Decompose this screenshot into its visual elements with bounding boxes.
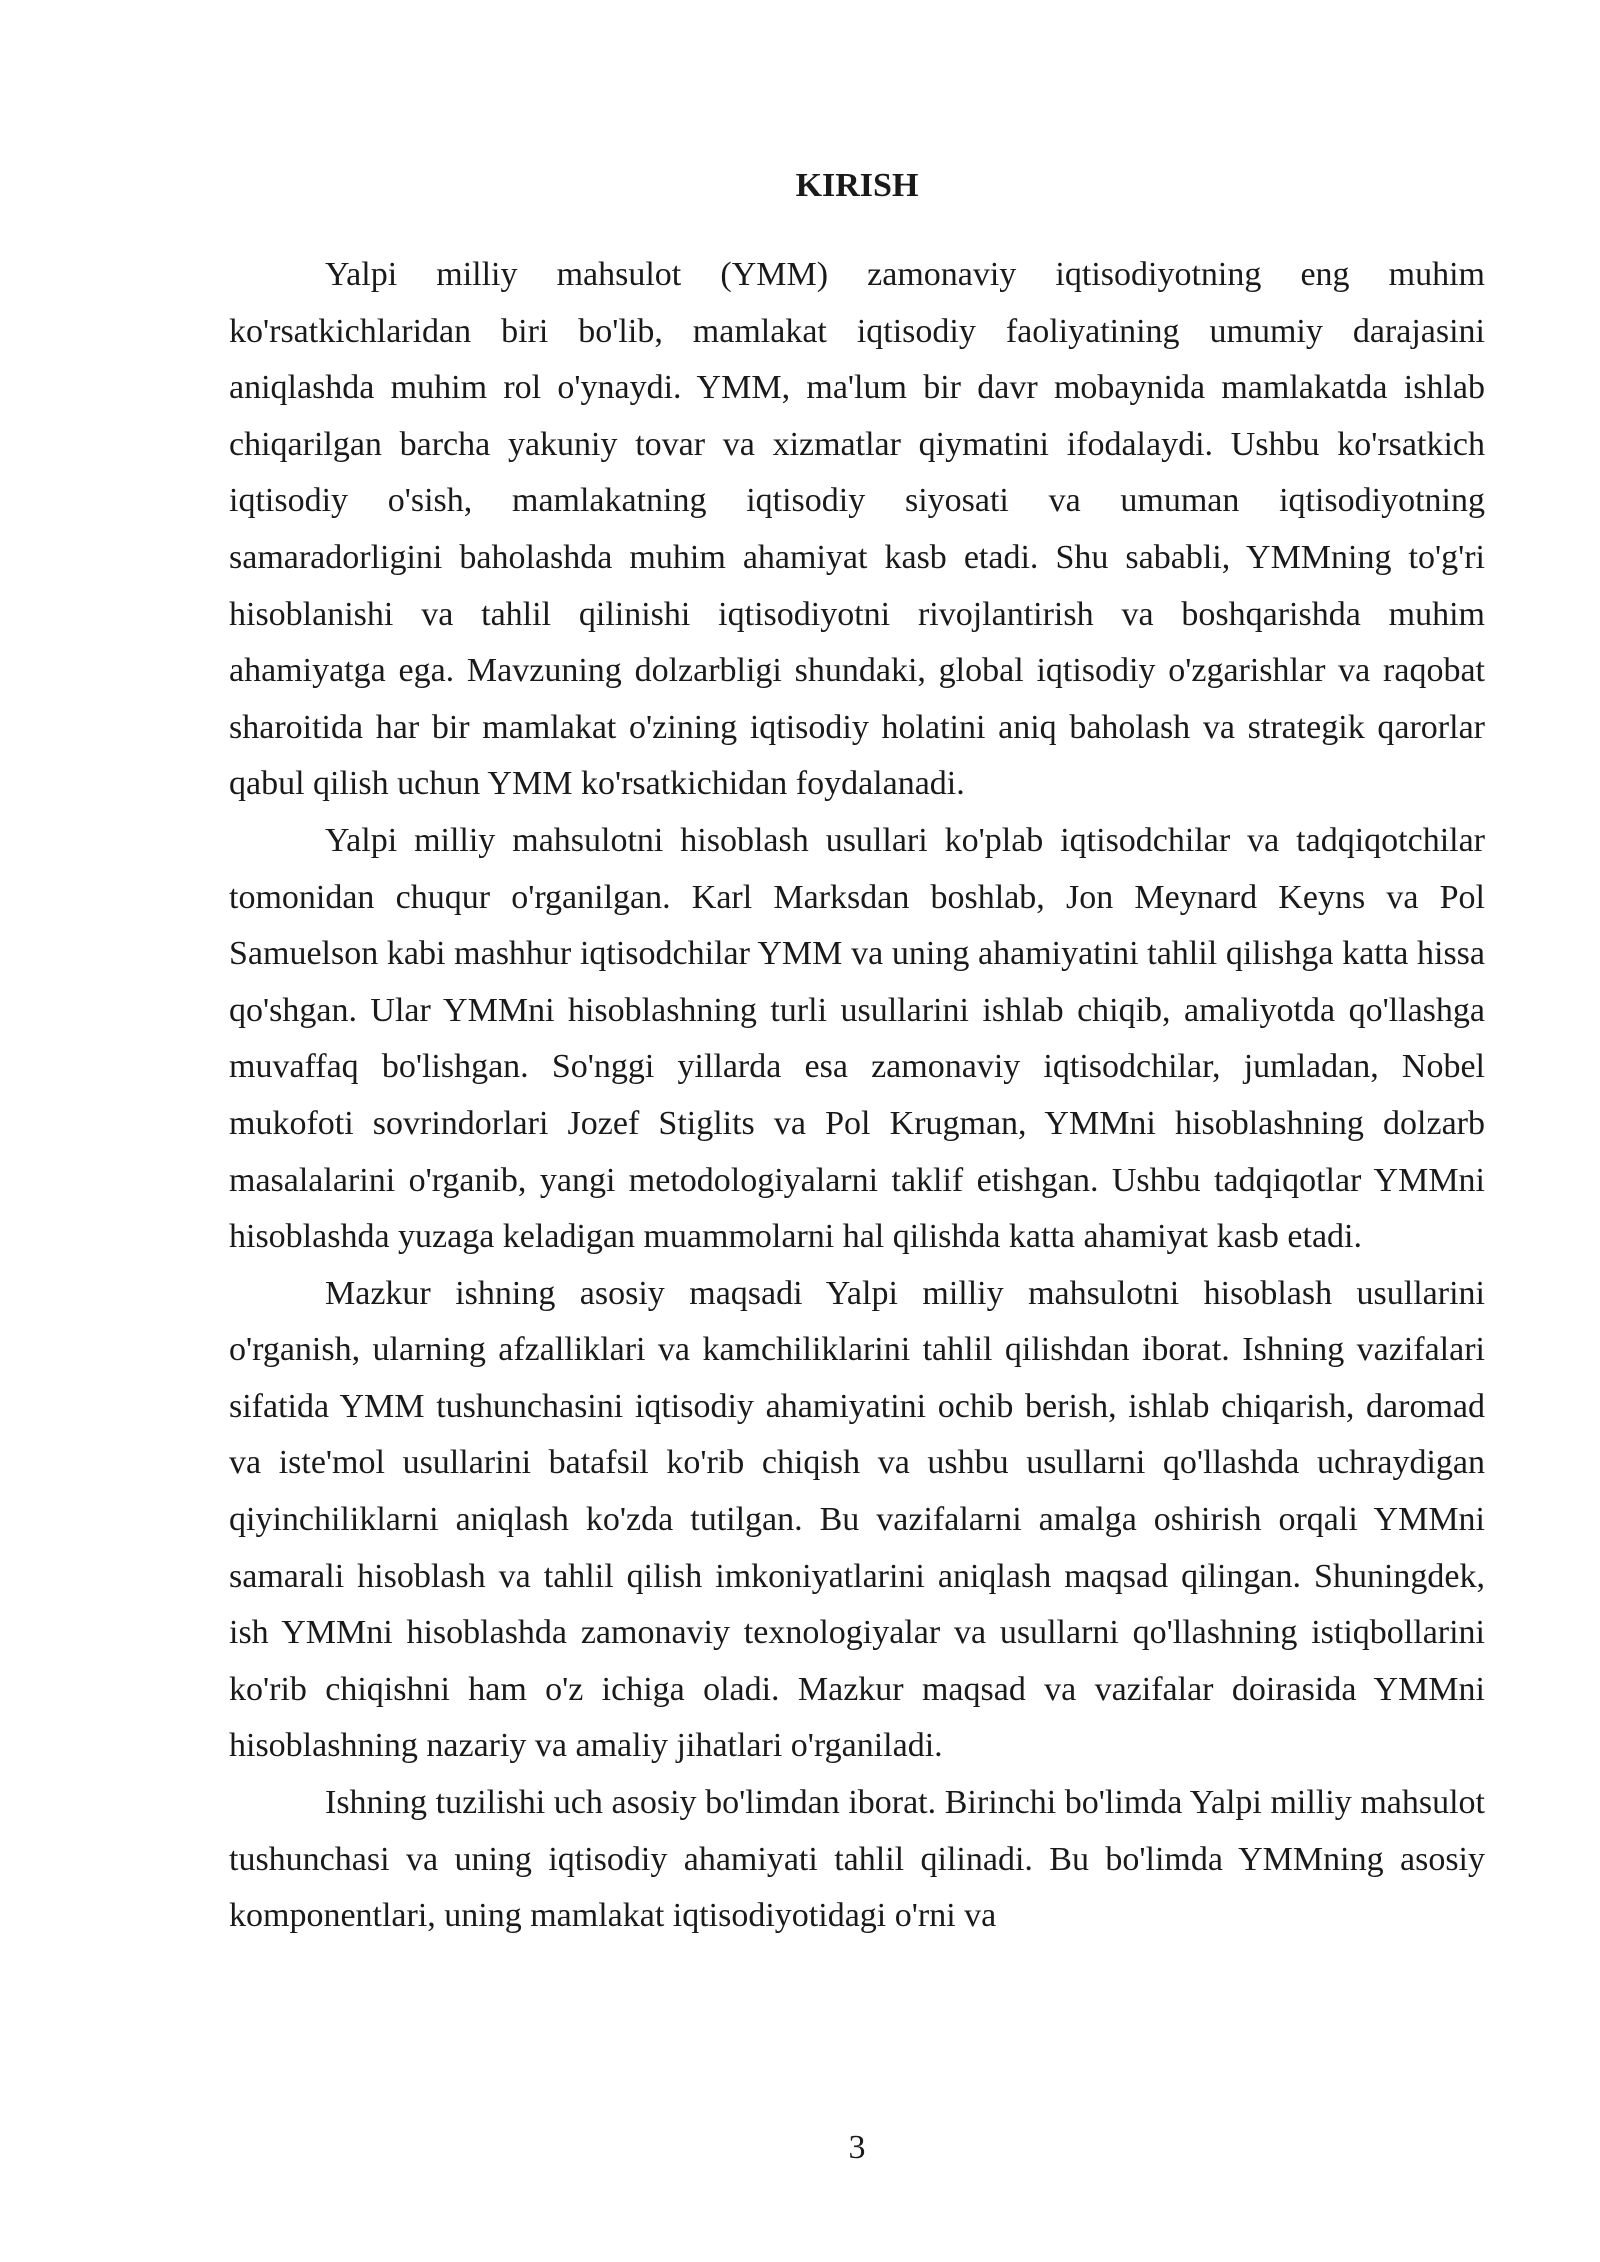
page-number: 3 bbox=[848, 2129, 866, 2166]
body-text bbox=[229, 247, 1485, 1945]
section-heading: KIRISH bbox=[795, 167, 919, 204]
paragraph-3: Mazkur ishning asosiy maqsadi Yalpi milliy mahsulotni hisoblash usullarini o'rganish, ularning afzalliklari va kamchiliklarini tahlil qilishdan iborat. Ishning vazifalari sifatida YMM tushunchasini iqtisodiy ahamiyatini ochib berish, ishlab chiqarish, daromad va iste'mol usullarini batafsil ko'rib chiqish va ushbu usullarni qo'llashda uchraydigan qiyinchiliklarni aniqlash ko'zda tutilgan. Bu vazifalarni amalga oshirish orqali YMMni samarali hisoblash va tahlil qilish imkoniyatlarini aniqlash maqsad qilingan. Shuningdek, ish YMMni hisoblashda zamonaviy texnologiyalar va usullarni qo'llashning istiqbollarini ko'rib chiqishni ham o'z ichiga oladi. Mazkur maqsad va vazifalar doirasida YMMni hisoblashning nazariy va amaliy jihatlari o'rganiladi. bbox=[229, 1274, 1485, 1765]
paragraph-1: Yalpi milliy mahsulot (YMM) zamonaviy iqtisodiyotning eng muhim ko'rsatkichlaridan biri bo'lib, mamlakat iqtisodiy faoliyatining umumiy darajasini aniqlashda muhim rol o'ynaydi. YMM, ma'lum bir davr mobaynida mamlakatda ishlab chiqarilgan barcha yakuniy tovar va xizmatlar qiymatini ifodalaydi. Ushbu ko'rsatkich iqtisodiy o'sish, mamlakatning iqtisodiy siyosati va umuman iqtisodiyotning samaradorligini baholashda muhim ahamiyat kasb etadi. Shu sababli, YMMning to'g'ri hisoblanishi va tahlil qilinishi iqtisodiyotni rivojlantirish va boshqarishda muhim ahamiyatga ega. Mavzuning dolzarbligi shundaki, global iqtisodiy o'zgarishlar va raqobat sharoitida har bir mamlakat o'zining iqtisodiy holatini aniq baholash va strategik qarorlar qabul qilish uchun YMM ko'rsatkichidan foydalanadi. bbox=[229, 256, 1485, 803]
paragraph-2: Yalpi milliy mahsulotni hisoblash usullari ko'plab iqtisodchilar va tadqiqotchilar tomonidan chuqur o'rganilgan. Karl Marksdan boshlab, Jon Meynard Keyns va Pol Samuelson kabi mashhur iqtisodchilar YMM va uning ahamiyatini tahlil qilishga katta hissa qo'shgan. Ular YMMni hisoblashning turli usullarini ishlab chiqib, amaliyotda qo'llashga muvaffaq bo'lishgan. So'nggi yillarda esa zamonaviy iqtisodchilar, jumladan, Nobel mukofoti sovrindorlari Jozef Stiglits va Pol Krugman, YMMni hisoblashning dolzarb masalalarini o'rganib, yangi metodologiyalarni taklif etishgan. Ushbu tadqiqotlar YMMni hisoblashda yuzaga keladigan muammolarni hal qilishda katta ahamiyat kasb etadi. bbox=[229, 821, 1485, 1256]
paragraph-4: Ishning tuzilishi uch asosiy bo'limdan iborat. Birinchi bo'limda Yalpi milliy mahsulot tushunchasi va uning iqtisodiy ahamiyati tahlil qilinadi. Bu bo'limda YMMning asosiy komponentlari, uning mamlakat iqtisodiyotidagi o'rni va bbox=[229, 1784, 1485, 1935]
